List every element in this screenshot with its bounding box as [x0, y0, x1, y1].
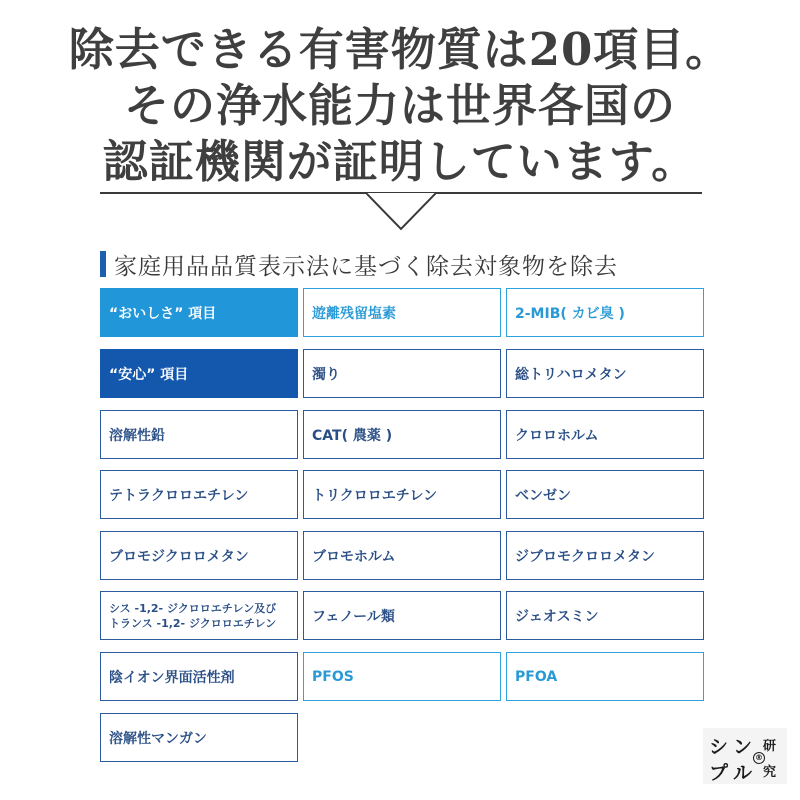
item-cell: ジェオスミン — [506, 591, 704, 640]
item-cell: クロロホルム — [506, 410, 704, 459]
item-cell: 溶解性鉛 — [100, 410, 298, 459]
logo-char: ル — [733, 762, 753, 784]
item-cell: 遊離残留塩素 — [303, 288, 501, 337]
item-cell: 濁り — [303, 349, 501, 398]
brand-logo — [703, 728, 787, 784]
subtitle-accent-bar — [100, 251, 106, 277]
item-cell: ブロモホルム — [303, 531, 501, 580]
item-cell-line: トランス -1,2- ジクロロエチレン — [109, 616, 277, 630]
chevron-down-icon — [366, 192, 436, 232]
headline-line-1: 除去できる有害物質は20項目。 — [68, 23, 732, 76]
item-cell: ブロモジクロロメタン — [100, 531, 298, 580]
logo-char: シ — [709, 736, 729, 758]
item-cell: 溶解性マンガン — [100, 713, 298, 762]
item-cell: 2-MIB( カビ臭 ) — [506, 288, 704, 337]
item-cell: テトラクロロエチレン — [100, 470, 298, 519]
logo-char: プ — [709, 762, 729, 784]
item-cell: トリクロロエチレン — [303, 470, 501, 519]
item-cell: ベンゼン — [506, 470, 704, 519]
registered-mark-icon: ® — [755, 753, 763, 762]
item-cell — [100, 591, 298, 640]
logo-char: 研 — [763, 739, 777, 754]
item-cell: 総トリハロメタン — [506, 349, 704, 398]
item-cell: フェノール類 — [303, 591, 501, 640]
logo-char: ン — [733, 736, 753, 758]
item-cell: 陰イオン界面活性剤 — [100, 652, 298, 701]
item-cell: CAT( 農薬 ) — [303, 410, 501, 459]
category-taste-cell: “おいしさ” 項目 — [100, 288, 298, 337]
headline-line-2: その浄水能力は世界各国の — [123, 79, 676, 132]
item-cell: PFOA — [506, 652, 704, 701]
logo-char: 究 — [763, 765, 777, 780]
item-cell: ジブロモクロロメタン — [506, 531, 704, 580]
item-cell-line: シス -1,2- ジクロロエチレン及び — [109, 601, 277, 615]
headline — [0, 22, 800, 190]
subtitle-text: 家庭用品品質表示法に基づく除去対象物を除去 — [114, 253, 618, 280]
category-safety-cell: “安心” 項目 — [100, 349, 298, 398]
section-subtitle — [100, 249, 618, 279]
item-cell: PFOS — [303, 652, 501, 701]
headline-line-3: 認証機関が証明しています。 — [102, 135, 698, 188]
